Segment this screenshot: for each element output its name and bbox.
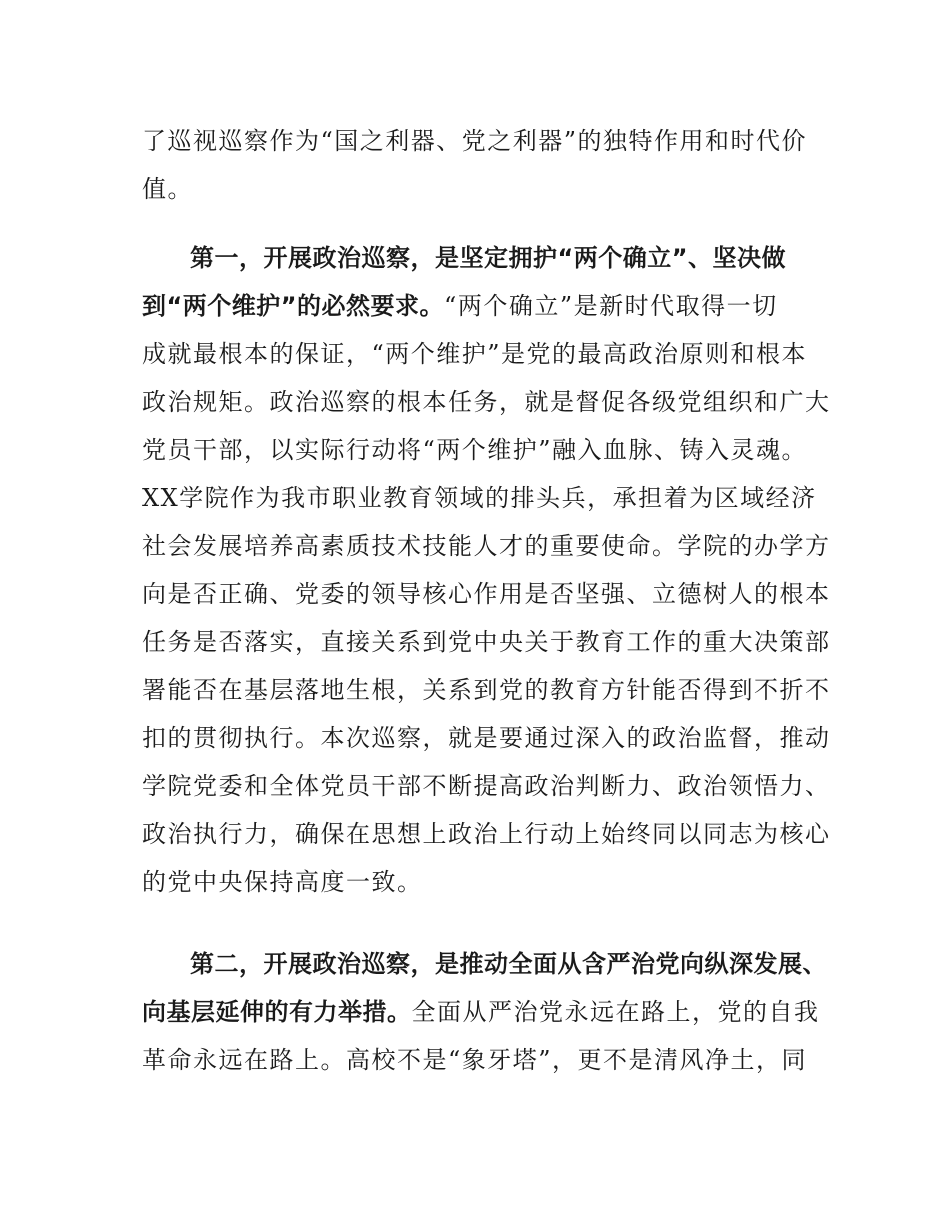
text-line: 成就最根本的保证，“两个维护”是党的最高政治原则和根本 [142, 340, 808, 368]
paragraph-first-point [142, 234, 831, 906]
heading-line-end: 到“两个维护”的必然要求。 [142, 292, 445, 320]
mixed-line [142, 282, 822, 330]
body-text: 全面从严治党永远在路上，党的自我 [411, 998, 820, 1026]
text-line: 扣的贯彻执行。本次巡察，就是要通过深入的政治监督，推动 [142, 724, 831, 752]
body-text: “两个确立”是新时代取得一切 [444, 292, 778, 320]
heading-line-end: 向基层延伸的有力举措。 [142, 998, 412, 1026]
text-line: 革命永远在路上。高校不是“象牙塔”，更不是清风净土，同 [142, 1046, 808, 1074]
text-line: 政治执行力，确保在思想上政治上行动上始终同以同志为核心 [142, 820, 831, 848]
text-line: 政治规矩。政治巡察的根本任务，就是督促各级党组织和广大 [142, 388, 831, 416]
text-line: 社会发展培养高素质技术技能人才的重要使命。学院的办学方 [142, 532, 831, 560]
text-line: 向是否正确、党委的领导核心作用是否坚强、立德树人的根本 [142, 580, 831, 608]
paragraph-intro-continuation [142, 117, 822, 213]
text-line: 署能否在基层落地生根，关系到党的教育方针能否得到不折不 [142, 676, 831, 704]
text-line: XX学院作为我市职业教育领域的排头兵，承担着为区域经济 [142, 484, 817, 512]
mixed-line [142, 988, 822, 1036]
text-line: 了巡视巡察作为“国之利器、党之利器”的独特作用和时代价 [142, 127, 808, 155]
text-line: 值。 [142, 175, 193, 203]
text-line: 党员干部，以实际行动将“两个维护”融入血脉、铸入灵魂。 [142, 436, 808, 464]
text-line: 任务是否落实，直接关系到党中央关于教育工作的重大决策部 [142, 628, 831, 656]
paragraph-second-point [142, 940, 827, 1084]
text-line: 学院党委和全体党员干部不断提高政治判断力、政治领悟力、 [142, 772, 831, 800]
heading-line: 第一，开展政治巡察，是坚定拥护“两个确立”、坚决做 [190, 244, 787, 272]
heading-line: 第二，开展政治巡察，是推动全面从含严治党向纵深发展、 [190, 950, 827, 978]
text-line: 的党中央保持高度一致。 [142, 868, 423, 896]
